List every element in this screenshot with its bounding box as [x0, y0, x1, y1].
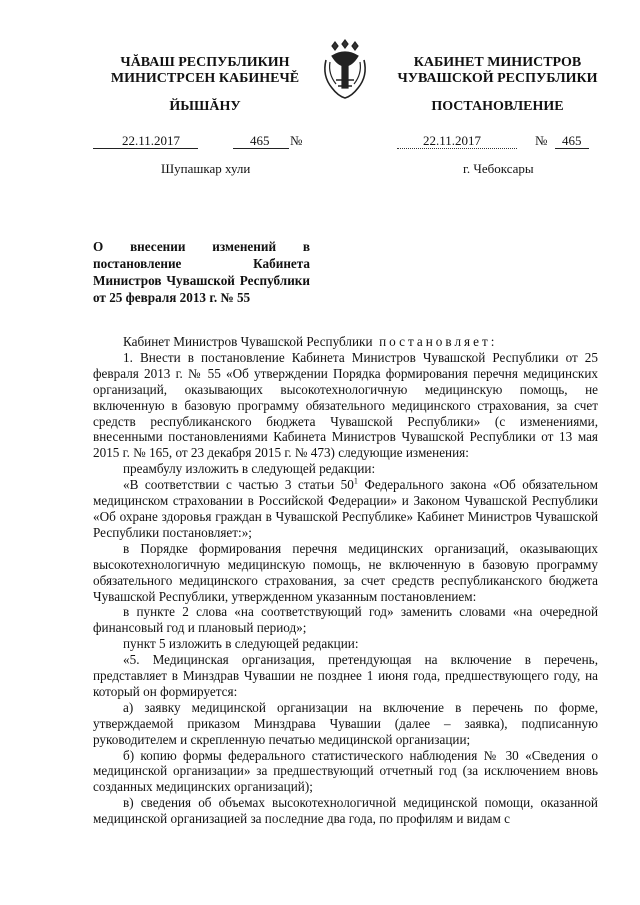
paragraph-3-start: «В соответствии с частью 3 статьи 50 [123, 477, 354, 493]
intro-paragraph [93, 334, 598, 350]
right-place: г. Чебоксары [463, 161, 534, 176]
right-date: 22.11.2017 [423, 133, 482, 148]
header-right-line2: ЧУВАШСКОЙ РЕСПУБЛИКИ [397, 71, 598, 86]
right-number-underline [555, 148, 589, 149]
paragraph-5: в пункте 2 слова «на соответствующий год» заменить словами «на очередной финансовый год и плановый период»; [93, 604, 598, 636]
left-date-underline [93, 148, 198, 149]
header-left-line1: ЧĂВАШ РЕСПУБЛИКИН [120, 55, 290, 70]
paragraph-8: а) заявку медицинской организации на включение в перечень по форме, утверждаемой приказом Минздрава Чувашии (далее – заявка), подписанную руководителем и скрепленную печатью медицинской организации; [93, 699, 598, 747]
chuvash-emblem-icon [318, 36, 372, 102]
paragraph-1: 1. Внести в постановление Кабинета Министров Чувашской Республики от 25 февраля 2013 г. № 55 «Об утверждении Порядка формирования перечня медицинских организаций, оказывающих высокотехнологичную медицинскую помощь, не включенную в базовую программу обязательного медицинского страхования, за счет средств республиканского бюджета Чувашской Республики» (с изменениями, внесенными постановлениями Кабинета Министров Чувашской Республики от 13 мая 2015 г. № 165, от 23 декабря 2015 г. № 473) следующие изменения: [93, 349, 598, 461]
right-number: 465 [562, 133, 582, 148]
paragraph-4: в Порядке формирования перечня медицинских организаций, оказывающих высокотехнологичную медицинскую помощь, не включенную в базовую программу обязательного медицинского страхования, за счет средств республиканского бюджета Чувашской Республики, утвержденном указанным постановлением: [93, 540, 598, 604]
header-right-block [380, 55, 615, 87]
paragraph-2: преамбулу изложить в следующей редакции: [123, 461, 376, 477]
paragraph-10: в) сведения об объемах высокотехнологичной медицинской помощи, оказанной медицинской организацией за последние два года, по профилям и видам с [93, 795, 598, 827]
paragraph-3 [93, 477, 598, 541]
left-place: Шупашкар хули [161, 161, 251, 176]
paragraph-3-superscript: 1 [353, 476, 358, 486]
header-right-title: ПОСТАНОВЛЕНИЕ [431, 99, 564, 114]
paragraph-3-end: Федерального закона «Об обязательном медицинском страховании в Российской Федерации» и Законом Чувашской Республики «Об охране здоровья граждан в Чувашской Республике» Кабинет Министров Чувашской Республики постановляет:»; [93, 477, 598, 540]
left-number: 465 [250, 133, 270, 148]
document-subject: О внесении изменений в постановление Кабинета Министров Чувашской Республики от 25 февраля 2013 г. № 55 [93, 239, 310, 305]
right-number-sign: № [535, 133, 548, 148]
header-left-block [100, 55, 310, 87]
paragraph-6: пункт 5 изложить в следующей редакции: [123, 636, 359, 652]
left-number-underline [233, 148, 289, 149]
left-date: 22.11.2017 [122, 133, 181, 148]
left-number-sign: № [290, 133, 303, 148]
intro-prefix: Кабинет Министров Чувашской Республики [123, 334, 373, 349]
header-left-title: ЙЫШĂНУ [169, 99, 241, 114]
right-date-underline [397, 148, 517, 149]
paragraph-9: б) копию формы федерального статистического наблюдения № 30 «Сведения о медицинской организации» за предшествующий отчетный год (за исключением вновь созданных медицинских организаций); [93, 747, 598, 795]
document-body [93, 334, 598, 827]
header-right-line1: КАБИНЕТ МИНИСТРОВ [413, 55, 582, 70]
paragraph-7: «5. Медицинская организация, претендующая на включение в перечень, представляет в Минздрав Чувашии не позднее 1 июня года, предшествующего году, на который он формируется: [93, 652, 598, 699]
intro-spaced: постановляет: [379, 334, 498, 349]
header-left-line2: МИНИСТРСЕН КАБИНЕЧĚ [110, 71, 300, 86]
